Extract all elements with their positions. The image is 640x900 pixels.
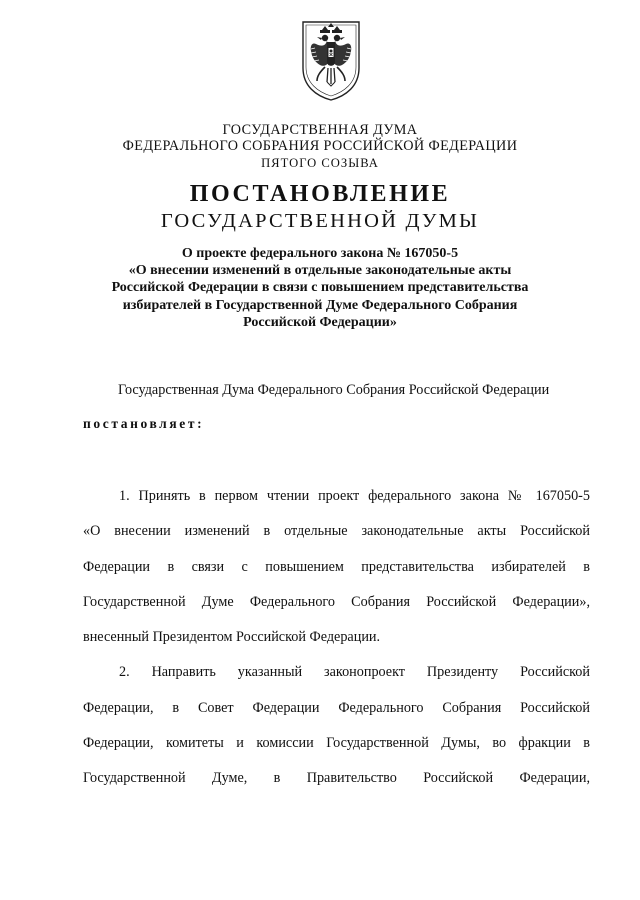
subject-line: Российской Федерации в связи с повышением представительства <box>111 280 529 296</box>
document-issuer: ГОСУДАРСТВЕННОЙ ДУМЫ <box>160 210 480 232</box>
item-2-line: Государственной Думе, в Правительство Российской Федерации, <box>83 770 590 786</box>
org-line-3: ПЯТОГО СОЗЫВА <box>261 156 379 170</box>
preamble: Государственная Дума Федерального Собрания Российской Федерации <box>118 382 550 398</box>
item-2-line: Федерации, в Совет Федерации Федерального Собрания Российской <box>83 700 590 716</box>
item-2-line: 2. Направить указанный законопроект Президенту Российской <box>119 664 590 680</box>
item-1-line: внесенный Президентом Российской Федерации. <box>83 629 381 645</box>
subject-line: Российской Федерации» <box>243 314 397 330</box>
item-1-line: «О внесении изменений в отдельные законодательные акты Российской <box>83 523 590 539</box>
document-type: ПОСТАНОВЛЕНИЕ <box>189 181 451 207</box>
document-subject <box>0 245 640 331</box>
subject-line: избирателей в Государственной Думе Федерального Собрания <box>122 297 518 313</box>
coat-of-arms-icon <box>300 20 362 102</box>
org-line-1: ГОСУДАРСТВЕННАЯ ДУМА <box>222 122 418 138</box>
org-line-2: ФЕДЕРАЛЬНОГО СОБРАНИЯ РОССИЙСКОЙ ФЕДЕРАЦИИ <box>122 138 518 154</box>
item-1-line: Государственной Думе Федерального Собрания Российской Федерации», <box>83 594 590 610</box>
item-1-line: 1. Принять в первом чтении проект федерального закона № 167050-5 <box>119 488 590 504</box>
subject-line: «О внесении изменений в отдельные законодательные акты <box>128 263 512 279</box>
subject-line: О проекте федерального закона № 167050-5 <box>181 246 459 261</box>
item-2-line: Федерации, комитеты и комиссии Государственной Думы, во фракции в <box>83 735 590 751</box>
item-1-line: Федерации в связи с повышением представительства избирателей в <box>83 559 590 575</box>
resolves-word: постановляет: <box>83 416 205 431</box>
